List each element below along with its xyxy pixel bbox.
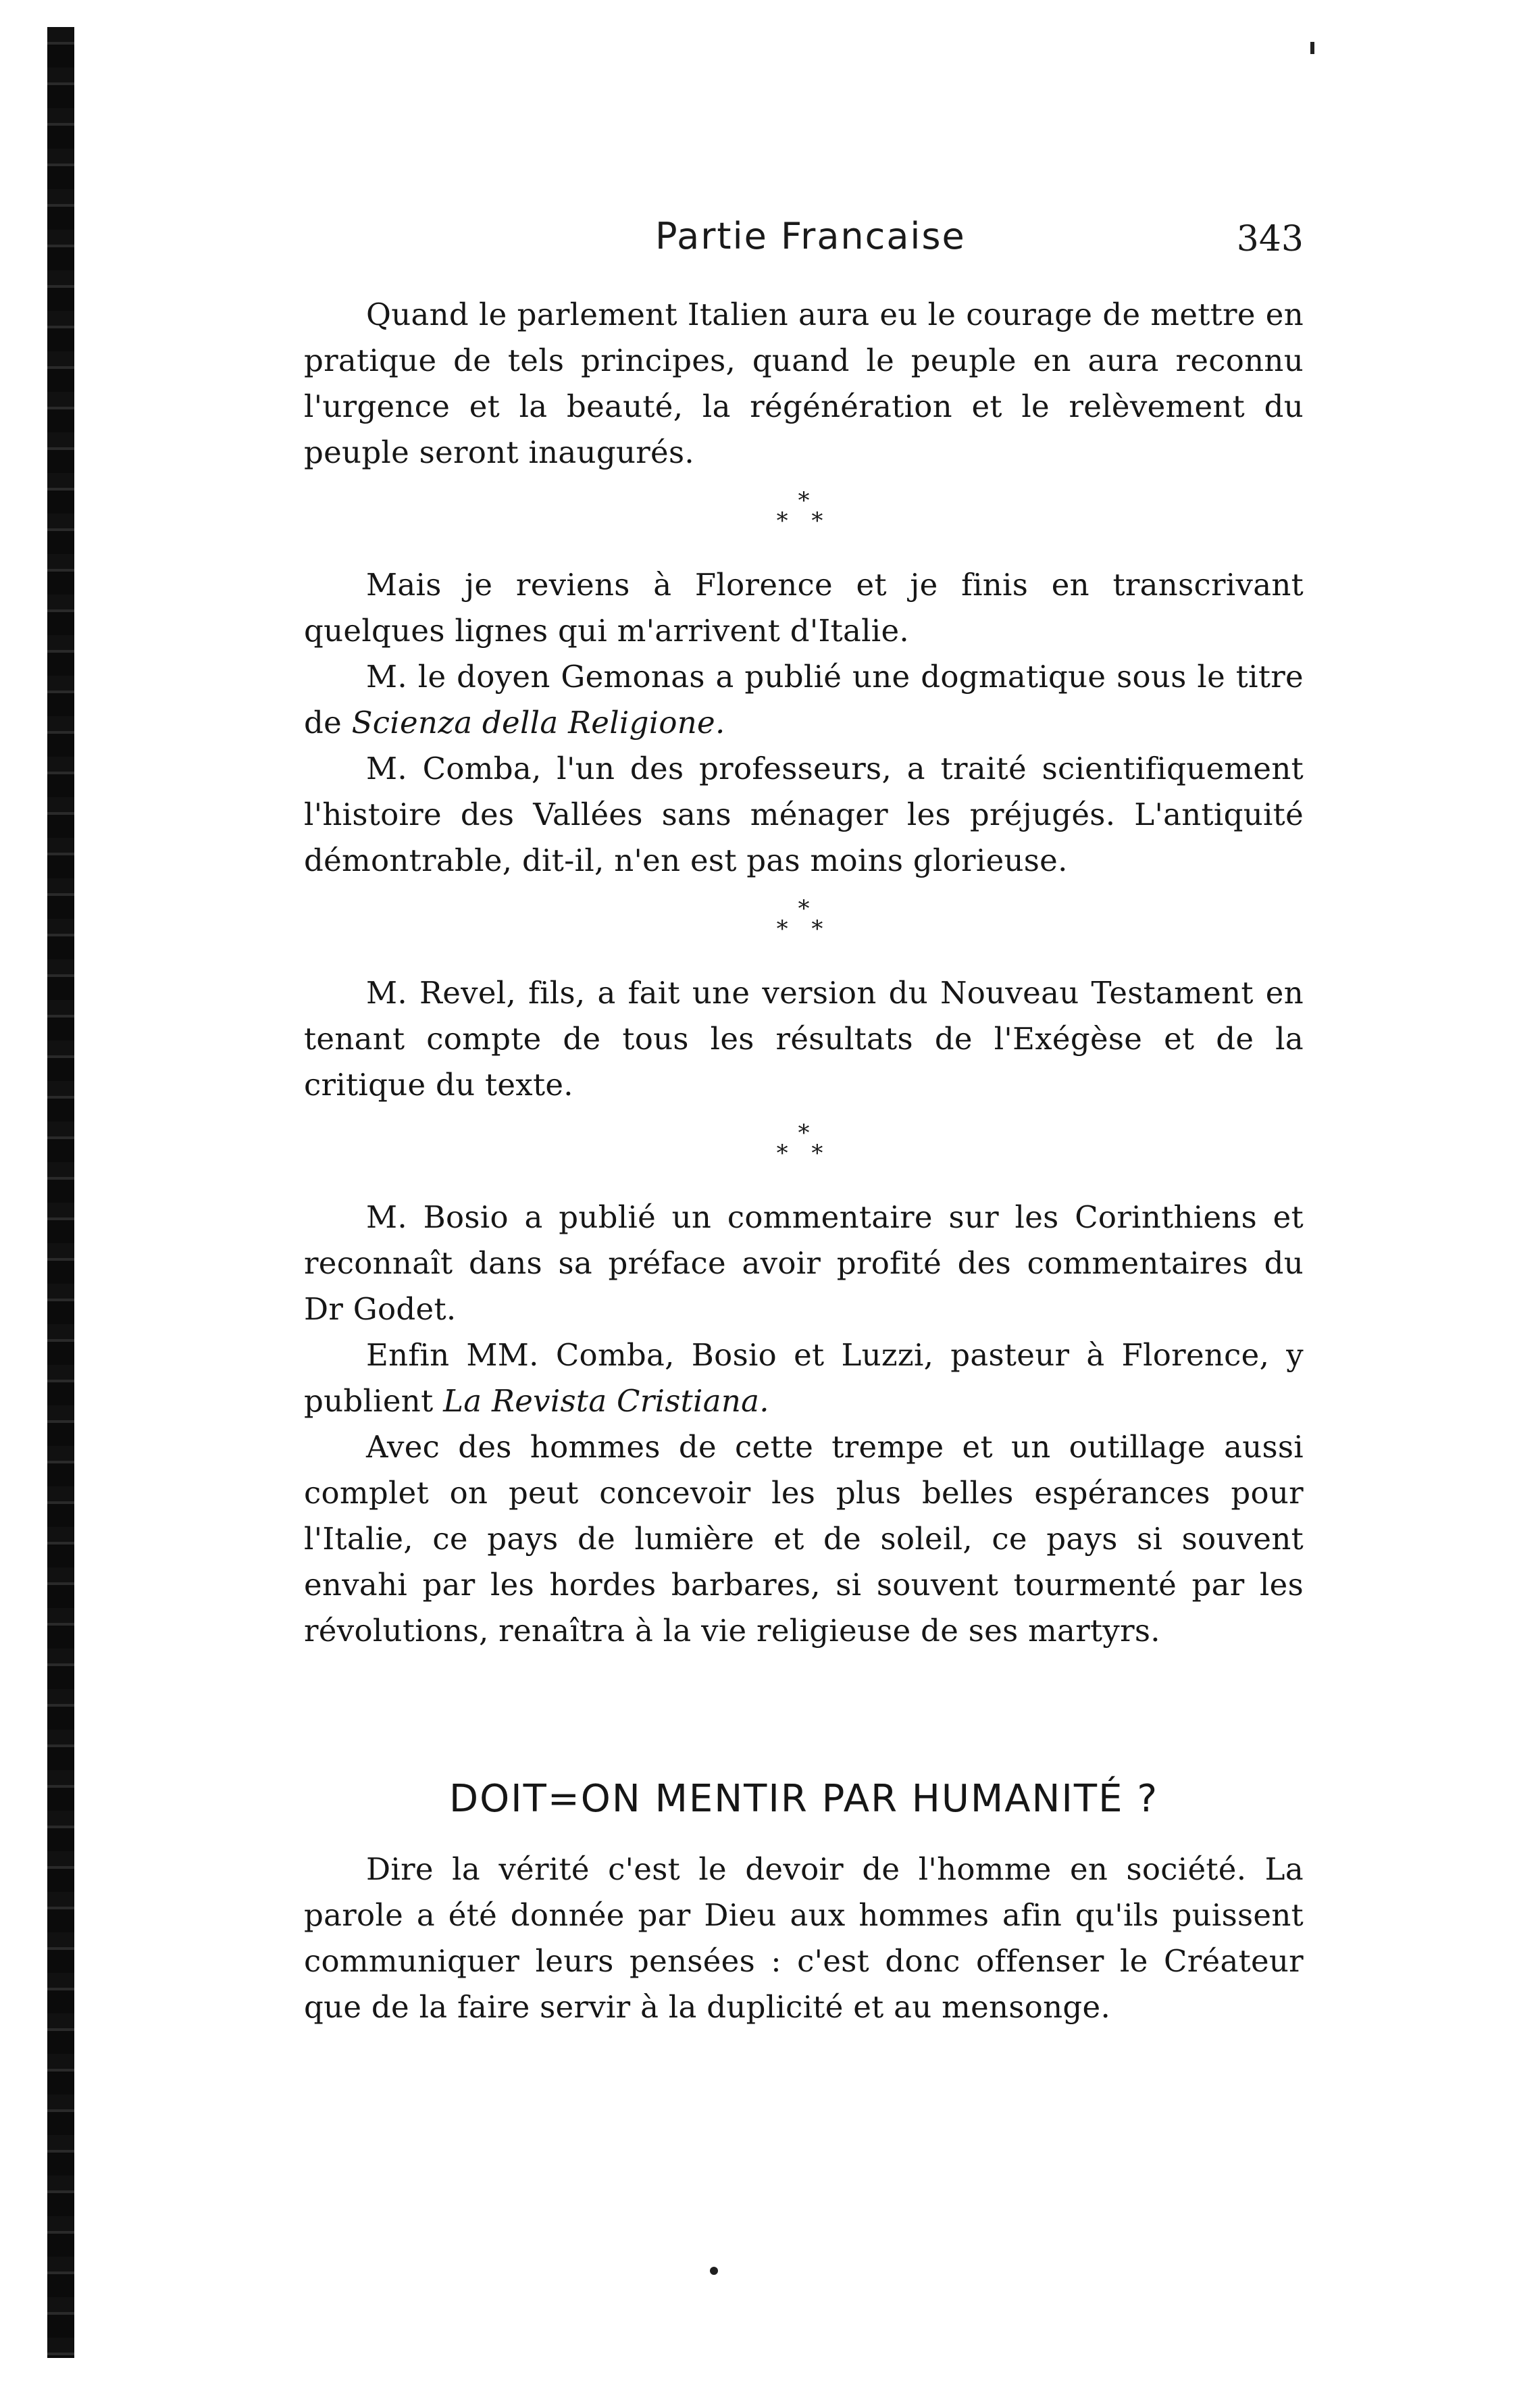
asterism-top: * (798, 1120, 810, 1147)
paragraph: M. Bosio a publié un commentaire sur les Corinthiens et reconnaît dans sa préface avoir profité des commentaires du Dr Godet. (304, 1199, 1304, 1327)
paragraph: M. Revel, fils, a fait une version du Nouveau Testament en tenant compte de tous les résultats de l'Exégèse et de la critique du texte. (304, 975, 1304, 1103)
paragraph: Quand le parlement Italien aura eu le courage de mettre en pratique de tels principes, quand le peuple en aura reconnu l'urgence et la beauté, la régénération et le relèvement du peuple seront inaugurés. (304, 297, 1304, 470)
paragraph (304, 654, 1304, 746)
running-title: Partie Francaise (655, 215, 966, 257)
paragraph-text: M. le doyen Gemonas a publié une dogmatique sous le titre de (304, 659, 1304, 740)
asterism-divider (304, 487, 1304, 534)
section-title: DOIT=ON MENTIR PAR HUMANITÉ ? (448, 1777, 1159, 1821)
asterism-top: * (798, 487, 810, 514)
asterism-divider (304, 895, 1304, 943)
italic-title: La Revista Cristiana. (443, 1383, 769, 1419)
footer-dot (710, 2267, 718, 2275)
paragraph (304, 1332, 1304, 1424)
paragraph: Dire la vérité c'est le devoir de l'homme en société. La parole a été donnée par Dieu aux hommes afin qu'ils puissent communiquer leurs pensées : c'est donc offenser le Créateur que de la faire servir à la duplicité et au mensonge. (304, 1851, 1304, 2025)
asterism-bottom: * * (776, 1140, 831, 1167)
paragraph: Mais je reviens à Florence et je finis en transcrivant quelques lignes qui m'arrivent d'Italie. (304, 567, 1304, 649)
corner-mark (1310, 42, 1314, 54)
page-number: 343 (1236, 219, 1304, 259)
paragraph: Avec des hommes de cette trempe et un outillage aussi complet on peut concevoir les plus belles espérances pour l'Italie, ce pays de lumière et de soleil, ce pays si souvent envahi par les hordes barbares, si souvent tourmenté par les révolutions, renaîtra à la vie religieuse de ses martyrs. (304, 1429, 1304, 1649)
asterism-top: * (798, 895, 810, 922)
asterism-bottom: * * (776, 915, 831, 943)
paragraph-text: Enfin MM. Comba, Bosio et Luzzi, pasteur à Florence, y publient (304, 1337, 1304, 1419)
binding-edge (47, 27, 74, 2358)
paragraph: M. Comba, l'un des professeurs, a traité scientifiquement l'histoire des Vallées sans ménager les préjugés. L'antiquité démontrable, dit-il, n'en est pas moins glorieuse. (304, 751, 1304, 878)
running-head (304, 209, 1304, 270)
asterism-divider (304, 1120, 1304, 1167)
italic-title: Scienza della Religione. (351, 705, 725, 740)
text-column (304, 292, 1304, 2030)
asterism-bottom: * * (776, 507, 831, 534)
